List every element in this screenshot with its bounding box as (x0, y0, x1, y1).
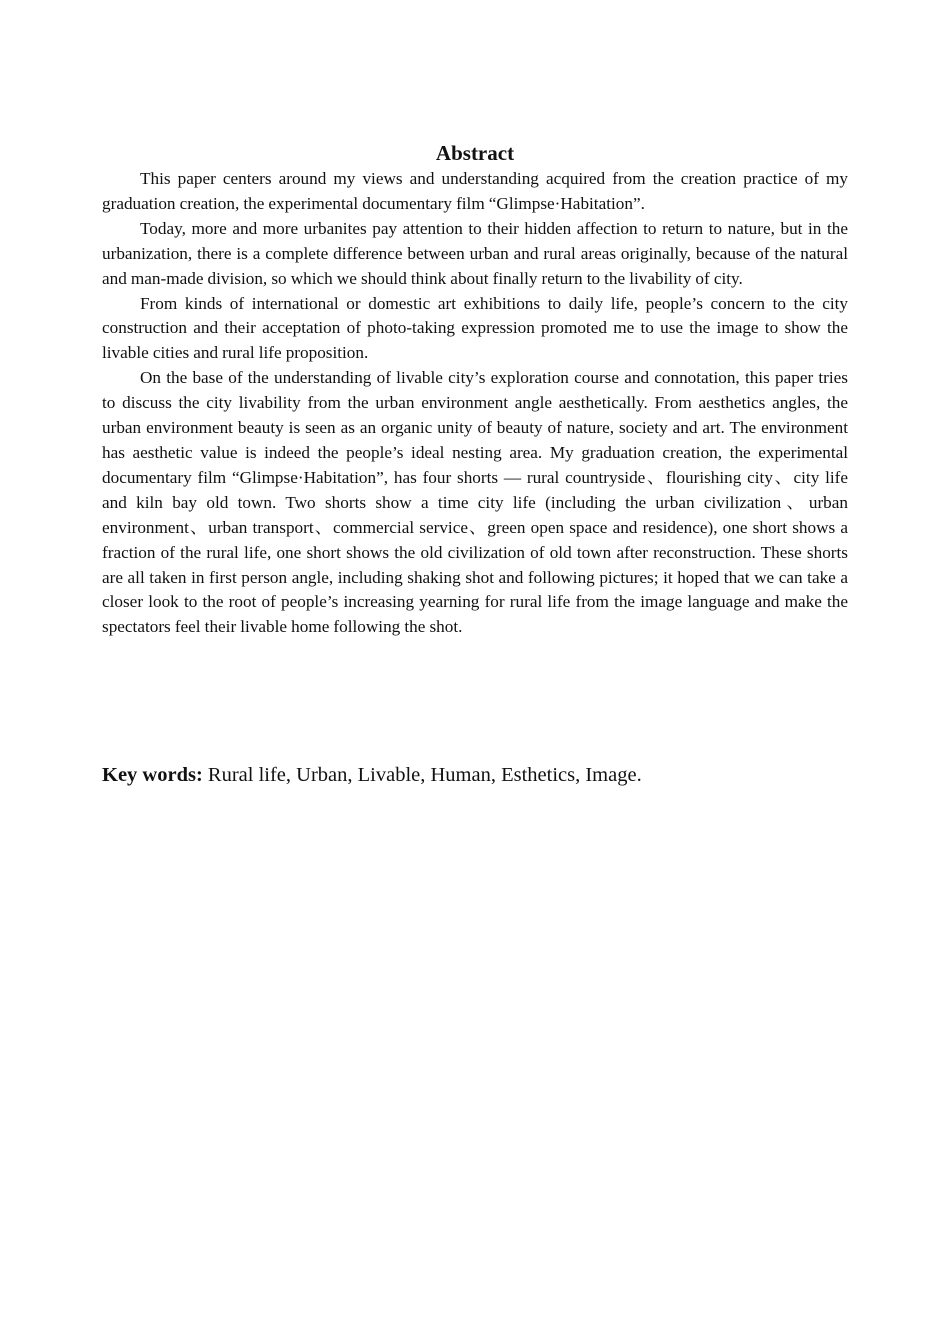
abstract-title: Abstract (435, 141, 515, 165)
abstract-paragraph-2: Today, more and more urbanites pay attention to their hidden affection to return to nature, but in the urbanization, there is a complete difference between urban and rural areas originally, because of the natural and man-made division, so which we should think about finally return to the livability of city. (102, 218, 848, 288)
abstract-paragraph-1: This paper centers around my views and understanding acquired from the creation practice of my graduation creation, the experimental documentary film “Glimpse·Habitation”. (102, 169, 848, 213)
abstract-paragraph-4: On the base of the understanding of livable city’s exploration course and connotation, this paper tries to discuss the city livability from the urban environment angle aesthetically. From aesthetics angles, the urban environment beauty is seen as an organic unity of beauty of nature, society and art. The environment has aesthetic value is indeed the people’s ideal nesting area. My graduation creation, the experimental documentary film “Glimpse·Habitation”, has four shorts — rural countryside、flourishing city、city life and kiln bay old town. Two shorts show a time city life (including the urban civilization、urban environment、urban transport、commercial service、green open space and residence), one short shows a fraction of the rural life, one short shows the old civilization of old town after reconstruction. These shorts are all taken in first person angle, including shaking shot and following pictures; it hoped that we can take a closer look to the root of people’s increasing yearning for rural life from the image language and make the spectators feel their livable home following the shot. (102, 368, 848, 637)
abstract-section (102, 139, 848, 640)
keywords-value: Rural life, Urban, Livable, Human, Esthetics, Image. (202, 764, 642, 786)
keywords-label: Key words: (102, 764, 203, 786)
keywords-line (102, 761, 642, 789)
abstract-paragraph-3: From kinds of international or domestic art exhibitions to daily life, people’s concern to the city construction and their acceptation of photo-taking expression promoted me to use the image to show the livable cities and rural life proposition. (102, 293, 848, 363)
